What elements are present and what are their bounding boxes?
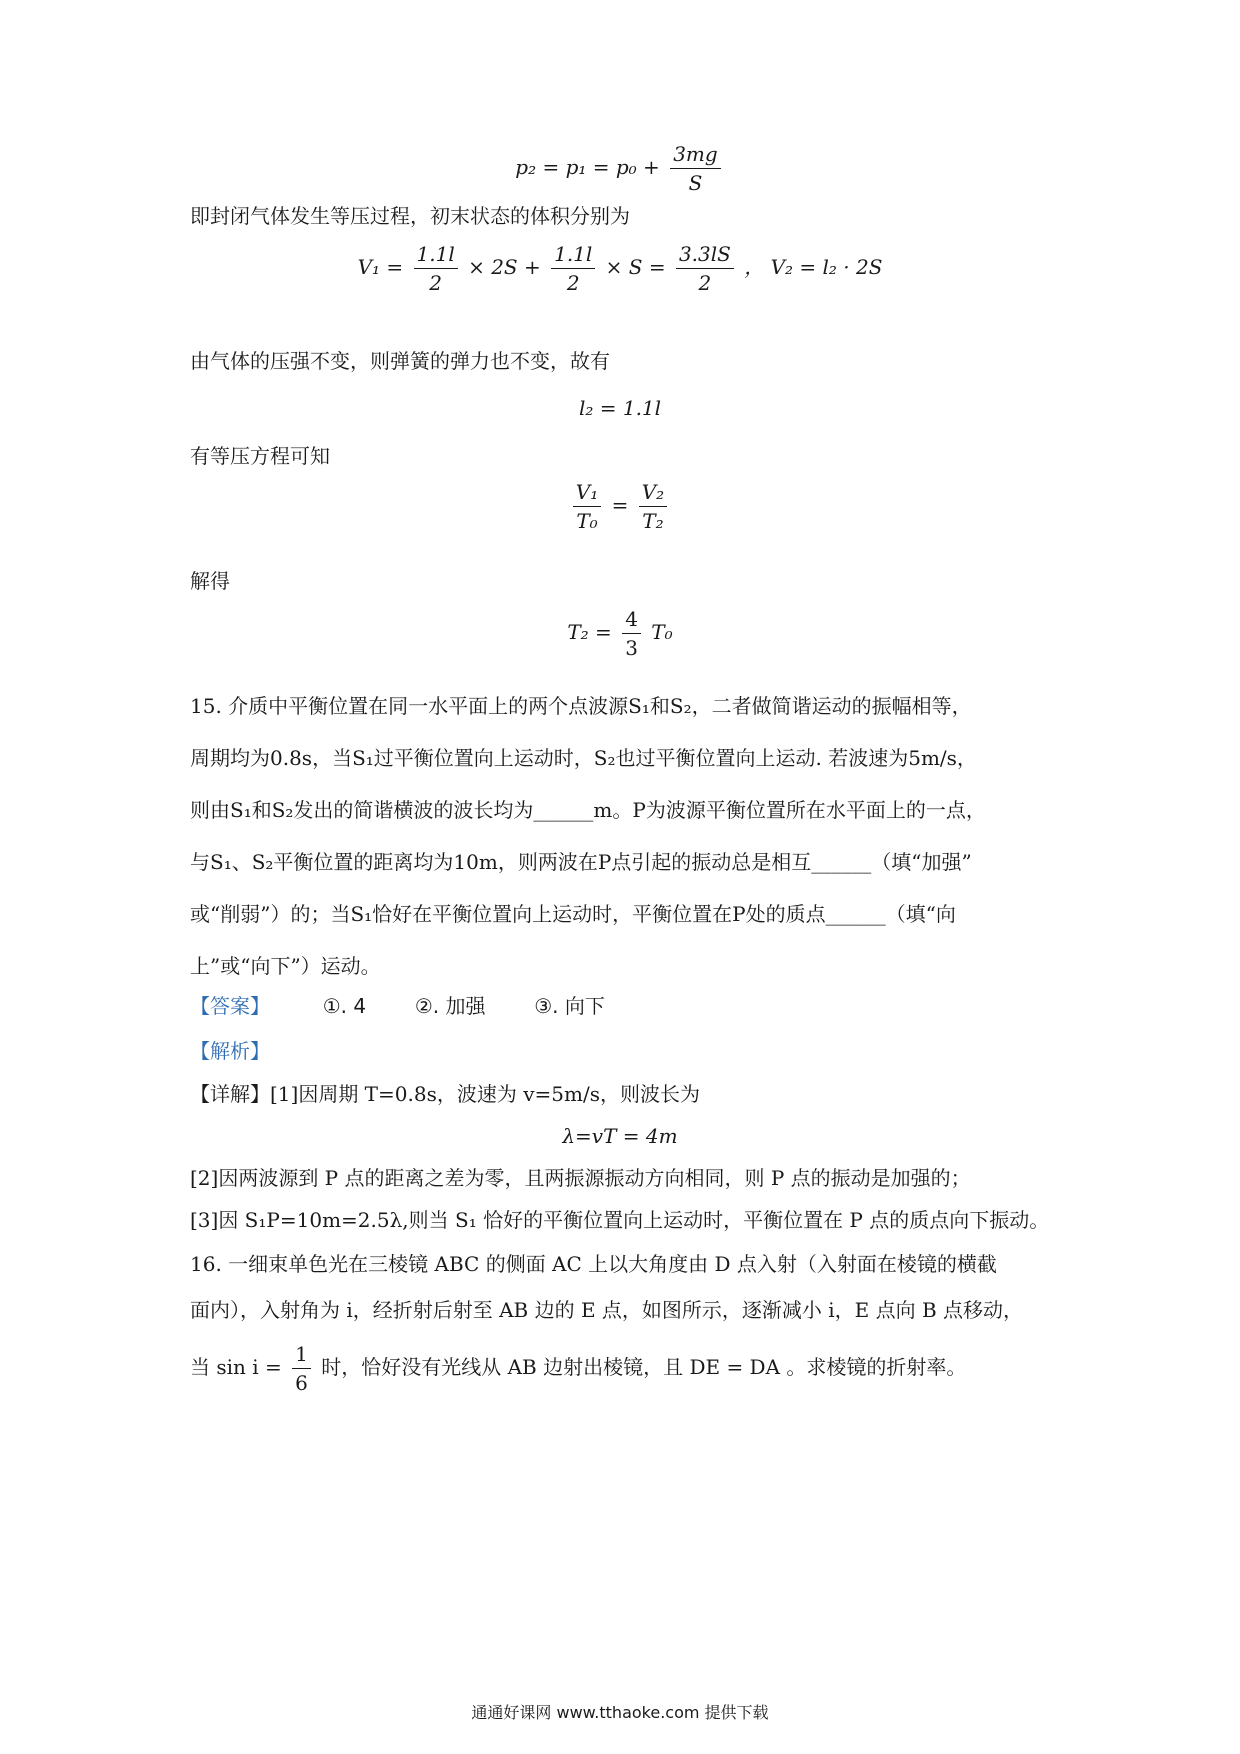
fraction-denominator: 6 <box>295 1371 308 1395</box>
equation-pressure <box>190 140 1050 197</box>
analysis-label: 【解析】 <box>190 1039 270 1063</box>
answer-item: ①. 4 <box>322 994 367 1018</box>
fraction <box>573 478 601 535</box>
fraction-denominator: 2 <box>566 271 580 295</box>
equation-text: p₂ = p₁ = p₀ + <box>515 155 660 179</box>
fraction-denominator: 2 <box>698 271 712 295</box>
equation-text: × S = <box>605 255 666 279</box>
fraction-numerator: 4 <box>622 605 641 634</box>
fraction-denominator: T₂ <box>642 509 664 533</box>
question-text: 时，恰好没有光线从 AB 边射出棱镜，且 DE = DA 。求棱镜的折射率。 <box>321 1355 967 1379</box>
question-15-line: 周期均为0.8s，当S₁过平衡位置向上运动时，S₂也过平衡位置向上运动. 若波速为5m/s， <box>190 746 977 770</box>
answer-label: 【答案】 <box>190 994 270 1018</box>
fraction-numerator: 1.1l <box>414 240 458 269</box>
paragraph: 即封闭气体发生等压过程，初末状态的体积分别为 <box>190 204 630 228</box>
fraction-denominator: S <box>688 171 703 195</box>
fraction <box>414 240 458 297</box>
fraction <box>622 605 641 662</box>
answer-item: ②. 加强 <box>414 994 486 1018</box>
question-15-line: 与S₁、S₂平衡位置的距离均为10m，则两波在P点引起的振动总是相互______（填“加强” <box>190 850 972 874</box>
fraction <box>551 240 595 297</box>
detail-label: 【详解】 <box>190 1082 270 1106</box>
fraction-numerator: 3.3lS <box>676 240 734 269</box>
fraction <box>639 478 667 535</box>
detail-line: [3]因 S₁P=10m=2.5λ,则当 S₁ 恰好的平衡位置向上运动时，平衡位置在 P 点的质点向下振动。 <box>190 1208 1050 1232</box>
fraction-denominator: 2 <box>429 271 442 295</box>
equation-wavelength: λ=vT = 4m <box>562 1124 678 1148</box>
question-15-line: 上”或“向下”）运动。 <box>190 954 381 978</box>
fraction-denominator: T₀ <box>576 509 598 533</box>
equation-text: T₂ = <box>567 620 612 644</box>
fraction-numerator: 1.1l <box>551 240 595 269</box>
footer-credit: 通通好课网 www.tthaoke.com 提供下载 <box>471 1703 769 1722</box>
detail-text: [1]因周期 T=0.8s，波速为 v=5m/s，则波长为 <box>270 1082 700 1106</box>
question-15-line: 15. 介质中平衡位置在同一水平面上的两个点波源S₁和S₂，二者做简谐运动的振幅相等， <box>190 694 972 718</box>
paragraph: 解得 <box>190 569 230 593</box>
fraction <box>292 1340 311 1397</box>
question-16-line: 面内），入射角为 i，经折射后射至 AB 边的 E 点，如图所示，逐渐减小 i，E 点向 B 点移动， <box>190 1298 1024 1322</box>
paragraph: 由气体的压强不变，则弹簧的弹力也不变，故有 <box>190 349 610 373</box>
equation-ratio <box>190 478 1050 535</box>
fraction-numerator: 1 <box>292 1340 311 1369</box>
fraction-denominator: 3 <box>625 636 638 660</box>
fraction-numerator: V₁ <box>573 478 601 507</box>
question-16-line <box>190 1340 1050 1397</box>
equation-l2: l₂ = 1.1l <box>578 396 662 420</box>
equation-text: × 2S + <box>468 255 541 279</box>
fraction-numerator: 3mg <box>670 140 721 169</box>
equation-text: T₀ <box>651 620 673 644</box>
question-15-line: 或“削弱”）的；当S₁恰好在平衡位置向上运动时，平衡位置在P处的质点______（填“向 <box>190 902 956 926</box>
equation-t2 <box>190 605 1050 662</box>
answer-row <box>190 990 1050 1022</box>
equation-text: V₁ = <box>357 255 404 279</box>
equation-volume <box>190 240 1050 297</box>
answer-item: ③. 向下 <box>534 994 605 1018</box>
fraction <box>670 140 721 197</box>
paragraph: 有等压方程可知 <box>190 444 330 468</box>
detail-line: [2]因两波源到 P 点的距离之差为零，且两振源振动方向相同，则 P 点的振动是加强的； <box>190 1166 971 1190</box>
fraction-numerator: V₂ <box>639 478 667 507</box>
equation-text: ， V₂ = l₂ · 2S <box>744 255 883 279</box>
question-text: 当 sin i = <box>190 1355 282 1379</box>
detail-line <box>190 1078 1050 1110</box>
question-16-line: 16. 一细束单色光在三棱镜 ABC 的侧面 AC 上以大角度由 D 点入射（入射面在棱镜的横截 <box>190 1252 997 1276</box>
question-15-line: 则由S₁和S₂发出的简谐横波的波长均为______m。P为波源平衡位置所在水平面上的一点， <box>190 798 986 822</box>
equals-sign: = <box>611 493 629 517</box>
fraction <box>676 240 734 297</box>
